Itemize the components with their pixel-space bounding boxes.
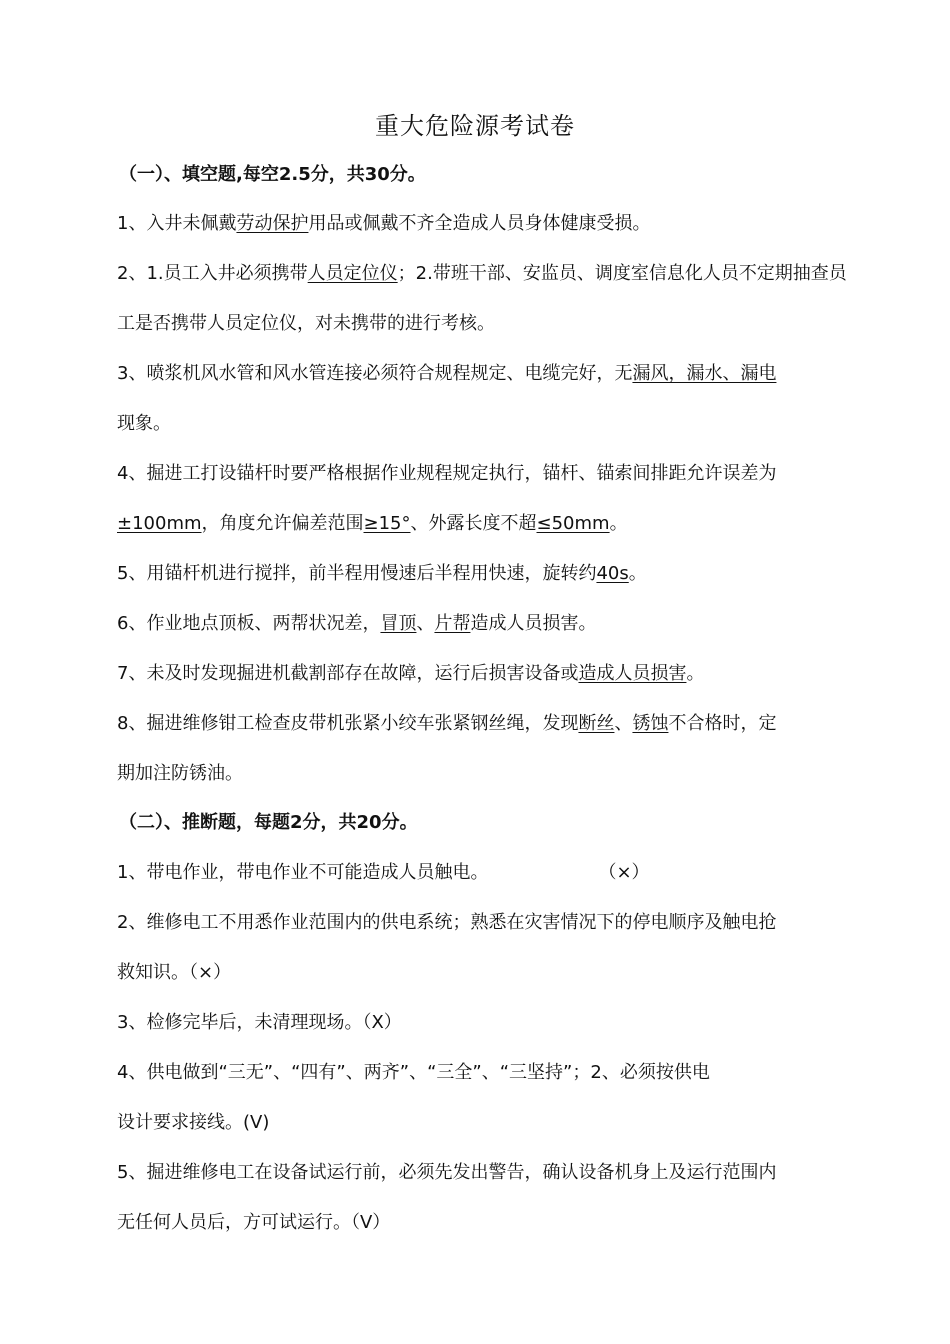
- question-line: [117, 261, 847, 287]
- question-text: 、外露长度不超: [410, 513, 537, 534]
- answer-blank: ≥15°: [363, 513, 411, 534]
- question-line: [117, 361, 847, 387]
- answer-blank: 断丝: [578, 713, 615, 734]
- answer-blank: 造成人员损害: [578, 663, 687, 684]
- question-text: 。: [609, 513, 628, 534]
- question-text: 、: [614, 713, 633, 734]
- section-heading-fill-blank: （一）、填空题,每空2.5分，共30分。: [119, 164, 426, 185]
- question-line: 无任何人员后，方可试运行。（V）: [117, 1212, 391, 1233]
- question-text: 6、作业地点顶板、两帮状况差，: [117, 613, 381, 634]
- question-text: 用品或佩戴不齐全造成人员身体健康受损。: [308, 213, 651, 234]
- answer-blank: ≤50mm: [536, 513, 610, 534]
- answer-mark: （×）: [598, 862, 650, 883]
- question-line: [117, 860, 847, 886]
- question-line: 工是否携带人员定位仪，对未携带的进行考核。: [117, 313, 495, 334]
- page-title: 重大危险源考试卷: [375, 112, 575, 140]
- answer-blank: 人员定位仪: [307, 263, 398, 284]
- question-line: 3、检修完毕后，未清理现场。（X）: [117, 1012, 402, 1033]
- question-line: [117, 561, 847, 587]
- question-text: ；2.带班干部、安监员、调度室信息化人员不定期抽查员: [397, 263, 847, 284]
- question-line: 4、供电做到“三无”、“四有”、两齐”、“三全”、“三坚持”；2、必须按供电: [117, 1062, 710, 1083]
- question-text: 、: [416, 613, 435, 634]
- question-line: 设计要求接线。(V): [117, 1112, 270, 1133]
- question-text: 3、喷浆机风水管和风水管连接必须符合规程规定、电缆完好，无: [117, 363, 633, 384]
- question-line: [117, 211, 847, 237]
- question-text: ，角度允许偏差范围: [201, 513, 364, 534]
- question-text: 5、用锚杆机进行搅拌，前半程用慢速后半程用快速，旋转约: [117, 563, 597, 584]
- question-line: 4、掘进工打设锚杆时要严格根据作业规程规定执行，锚杆、锚索间排距允许误差为: [117, 463, 777, 484]
- question-text: 7、未及时发现掘进机截割部存在故障，运行后损害设备或: [117, 663, 579, 684]
- question-text: 8、掘进维修钳工检查皮带机张紧小绞车张紧钢丝绳，发现: [117, 713, 579, 734]
- question-text: 。: [686, 663, 705, 684]
- question-line: 现象。: [117, 413, 171, 434]
- question-line: [117, 661, 847, 687]
- question-line: [117, 611, 847, 637]
- question-text: 。: [628, 563, 647, 584]
- question-text: 造成人员损害。: [470, 613, 597, 634]
- question-line: 2、维修电工不用悉作业范围内的供电系统；熟悉在灾害情况下的停电顺序及触电抢: [117, 912, 777, 933]
- question-text: 不合格时，定: [668, 713, 777, 734]
- question-text: 1、带电作业，带电作业不可能造成人员触电。: [117, 862, 489, 883]
- answer-blank: 片帮: [434, 613, 471, 634]
- answer-blank: 40s: [596, 563, 629, 584]
- question-line: [117, 711, 847, 737]
- question-line: 5、掘进维修电工在设备试运行前，必须先发出警告，确认设备机身上及运行范围内: [117, 1162, 777, 1183]
- question-text: 2、1.员工入井必须携带: [117, 263, 308, 284]
- answer-blank: 劳动保护: [236, 213, 309, 234]
- answer-blank: 漏风，漏水、漏电: [632, 363, 777, 384]
- question-line: 期加注防锈油。: [117, 763, 243, 784]
- section-heading-true-false: （二）、推断题，每题2分，共20分。: [119, 812, 418, 833]
- answer-blank: 锈蚀: [632, 713, 669, 734]
- question-text: 1、入井未佩戴: [117, 213, 237, 234]
- answer-blank: 冒顶: [380, 613, 417, 634]
- question-line: [117, 511, 847, 537]
- answer-blank: ±100mm: [117, 513, 202, 534]
- question-line: 救知识。（×）: [117, 962, 232, 983]
